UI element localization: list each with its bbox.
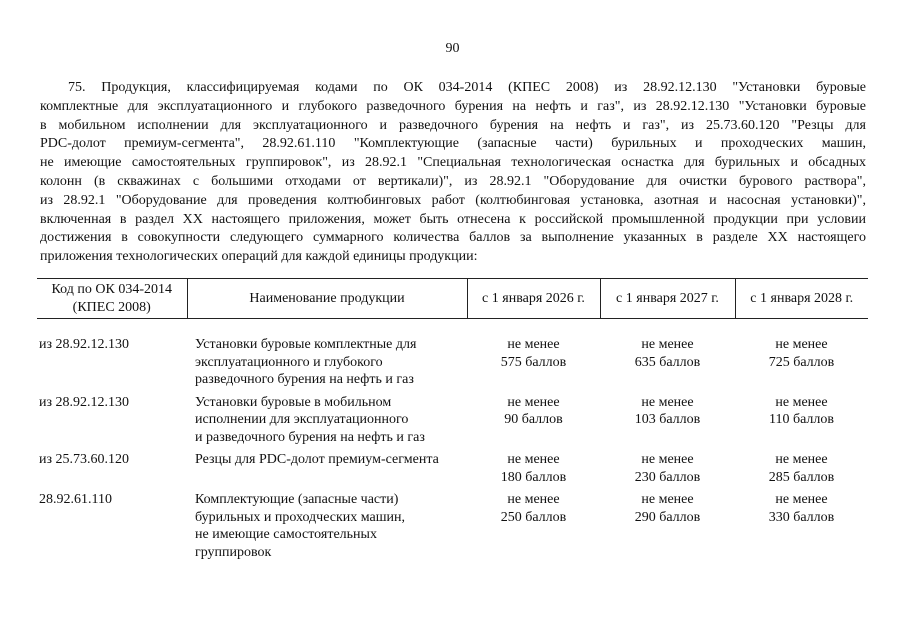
score-line: не менее — [507, 452, 560, 467]
row-code: из 28.92.12.130 — [39, 394, 130, 410]
row-name-line: исполнении для эксплуатационного — [195, 412, 409, 427]
row-name-line: эксплуатационного и глубокого — [195, 354, 383, 370]
score-line: 575 баллов — [500, 354, 567, 370]
paragraph-line: колонн (в скважинах с большими отходами от вертикали)", из 28.92.1 "Оборудование для очистки бурового раствора", — [40, 173, 866, 189]
row-score-2026 — [467, 491, 600, 566]
paragraph-line: 75. Продукция, классифицируемая кодами по ОК 034-2014 (КПЕС 2008) из 28.92.12.130 "Установки буровые — [68, 80, 866, 95]
row-name-line: и разведочного бурения на нефть и газ — [195, 429, 425, 445]
header-2026: с 1 января 2026 г. — [467, 279, 600, 319]
paragraph-line: включенная в раздел XX настоящего приложения, может быть отнесена к российской промышленной продукции при условии — [40, 211, 866, 227]
table-row — [37, 336, 868, 394]
row-score-2027 — [600, 336, 735, 394]
row-name-line: Установки буровые комплектные для — [195, 337, 417, 352]
page-number: 90 — [445, 41, 460, 56]
paragraph-line: достижения в совокупности следующего суммарного количества баллов за выполнение указанных в разделе XX настоящего — [40, 230, 866, 246]
paragraph-line: PDC-долот премиум-сегмента", 28.92.61.110 "Комплектующие (запасные части) бурильных и проходческих машин, — [40, 136, 866, 152]
row-name-line: Установки буровые в мобильном — [195, 394, 392, 410]
score-line: не менее — [507, 337, 560, 352]
score-line: 285 баллов — [768, 469, 835, 485]
score-line: не менее — [775, 452, 828, 467]
score-line: не менее — [775, 337, 828, 352]
row-name — [187, 491, 467, 566]
row-score-2026 — [467, 336, 600, 394]
row-name-line: Комплектующие (запасные части) — [195, 492, 399, 507]
row-score-2026 — [467, 451, 600, 491]
row-score-2028 — [735, 491, 868, 566]
row-score-2026 — [467, 394, 600, 452]
header-code-line: (КПЕС 2008) — [72, 299, 151, 315]
row-name — [187, 451, 467, 491]
score-line: не менее — [641, 337, 694, 352]
score-line: 110 баллов — [768, 412, 835, 427]
score-line: 725 баллов — [768, 354, 835, 370]
table-row — [37, 451, 868, 491]
table-row — [37, 394, 868, 452]
row-score-2027 — [600, 491, 735, 566]
header-name: Наименование продукции — [187, 279, 467, 319]
score-line: 330 баллов — [768, 509, 835, 525]
paragraph-line: комплектные для эксплуатационного и глубокого разведочного бурения на нефть и газ", из 28.92.12.130 "Установки буровые — [40, 98, 866, 114]
score-line: 250 баллов — [500, 509, 567, 525]
score-line: 180 баллов — [500, 469, 567, 485]
header-code-line: Код по ОК 034-2014 — [51, 282, 172, 297]
score-line: 635 баллов — [634, 354, 701, 370]
score-line: не менее — [775, 394, 828, 410]
row-score-2027 — [600, 451, 735, 491]
row-name-line: Резцы для PDC-долот премиум-сегмента — [195, 452, 439, 467]
score-line: 103 баллов — [634, 412, 701, 427]
row-code: из 25.73.60.120 — [39, 452, 130, 467]
table-row — [37, 491, 868, 566]
score-line: 230 баллов — [634, 469, 701, 485]
row-name — [187, 336, 467, 394]
row-name — [187, 394, 467, 452]
header-code — [37, 279, 187, 319]
row-score-2028 — [735, 451, 868, 491]
score-line: не менее — [507, 492, 560, 507]
score-line: не менее — [507, 394, 560, 410]
score-line: 90 баллов — [504, 412, 563, 427]
paragraph-line: не имеющие самостоятельных группировок", из 28.92.1 "Специальная технологическая оснастка для бурильных и обсадных — [40, 155, 866, 171]
paragraph-line: в мобильном исполнении для эксплуатационного и разведочного бурения на нефть и газ", из 25.73.60.120 "Резцы для — [40, 117, 866, 133]
score-line: не менее — [775, 492, 828, 507]
score-line: не менее — [641, 394, 694, 410]
row-code: из 28.92.12.130 — [39, 337, 130, 352]
score-line: 290 баллов — [634, 509, 701, 525]
paragraph-line: из 28.92.1 "Оборудование для проведения колтюбинговых работ (колтюбинговая установка, азотная и насосная установки)", — [40, 192, 866, 208]
header-2028: с 1 января 2028 г. — [735, 279, 868, 319]
row-score-2027 — [600, 394, 735, 452]
row-name-line: не имеющие самостоятельных — [195, 527, 377, 542]
table-spacer-row — [37, 319, 868, 337]
row-name-line: группировок — [195, 544, 272, 560]
score-line: не менее — [641, 452, 694, 467]
row-score-2028 — [735, 336, 868, 394]
table-header-row — [37, 279, 868, 319]
paragraph-line: приложения технологических операций для каждой единицы продукции: — [40, 249, 478, 265]
row-name-line: разведочного бурения на нефть и газ — [195, 372, 414, 387]
row-code: 28.92.61.110 — [39, 492, 112, 507]
row-score-2028 — [735, 394, 868, 452]
header-2027: с 1 января 2027 г. — [600, 279, 735, 319]
product-score-table — [37, 278, 868, 566]
score-line: не менее — [641, 492, 694, 507]
row-name-line: бурильных и проходческих машин, — [195, 509, 406, 525]
paragraph-75 — [40, 79, 866, 267]
